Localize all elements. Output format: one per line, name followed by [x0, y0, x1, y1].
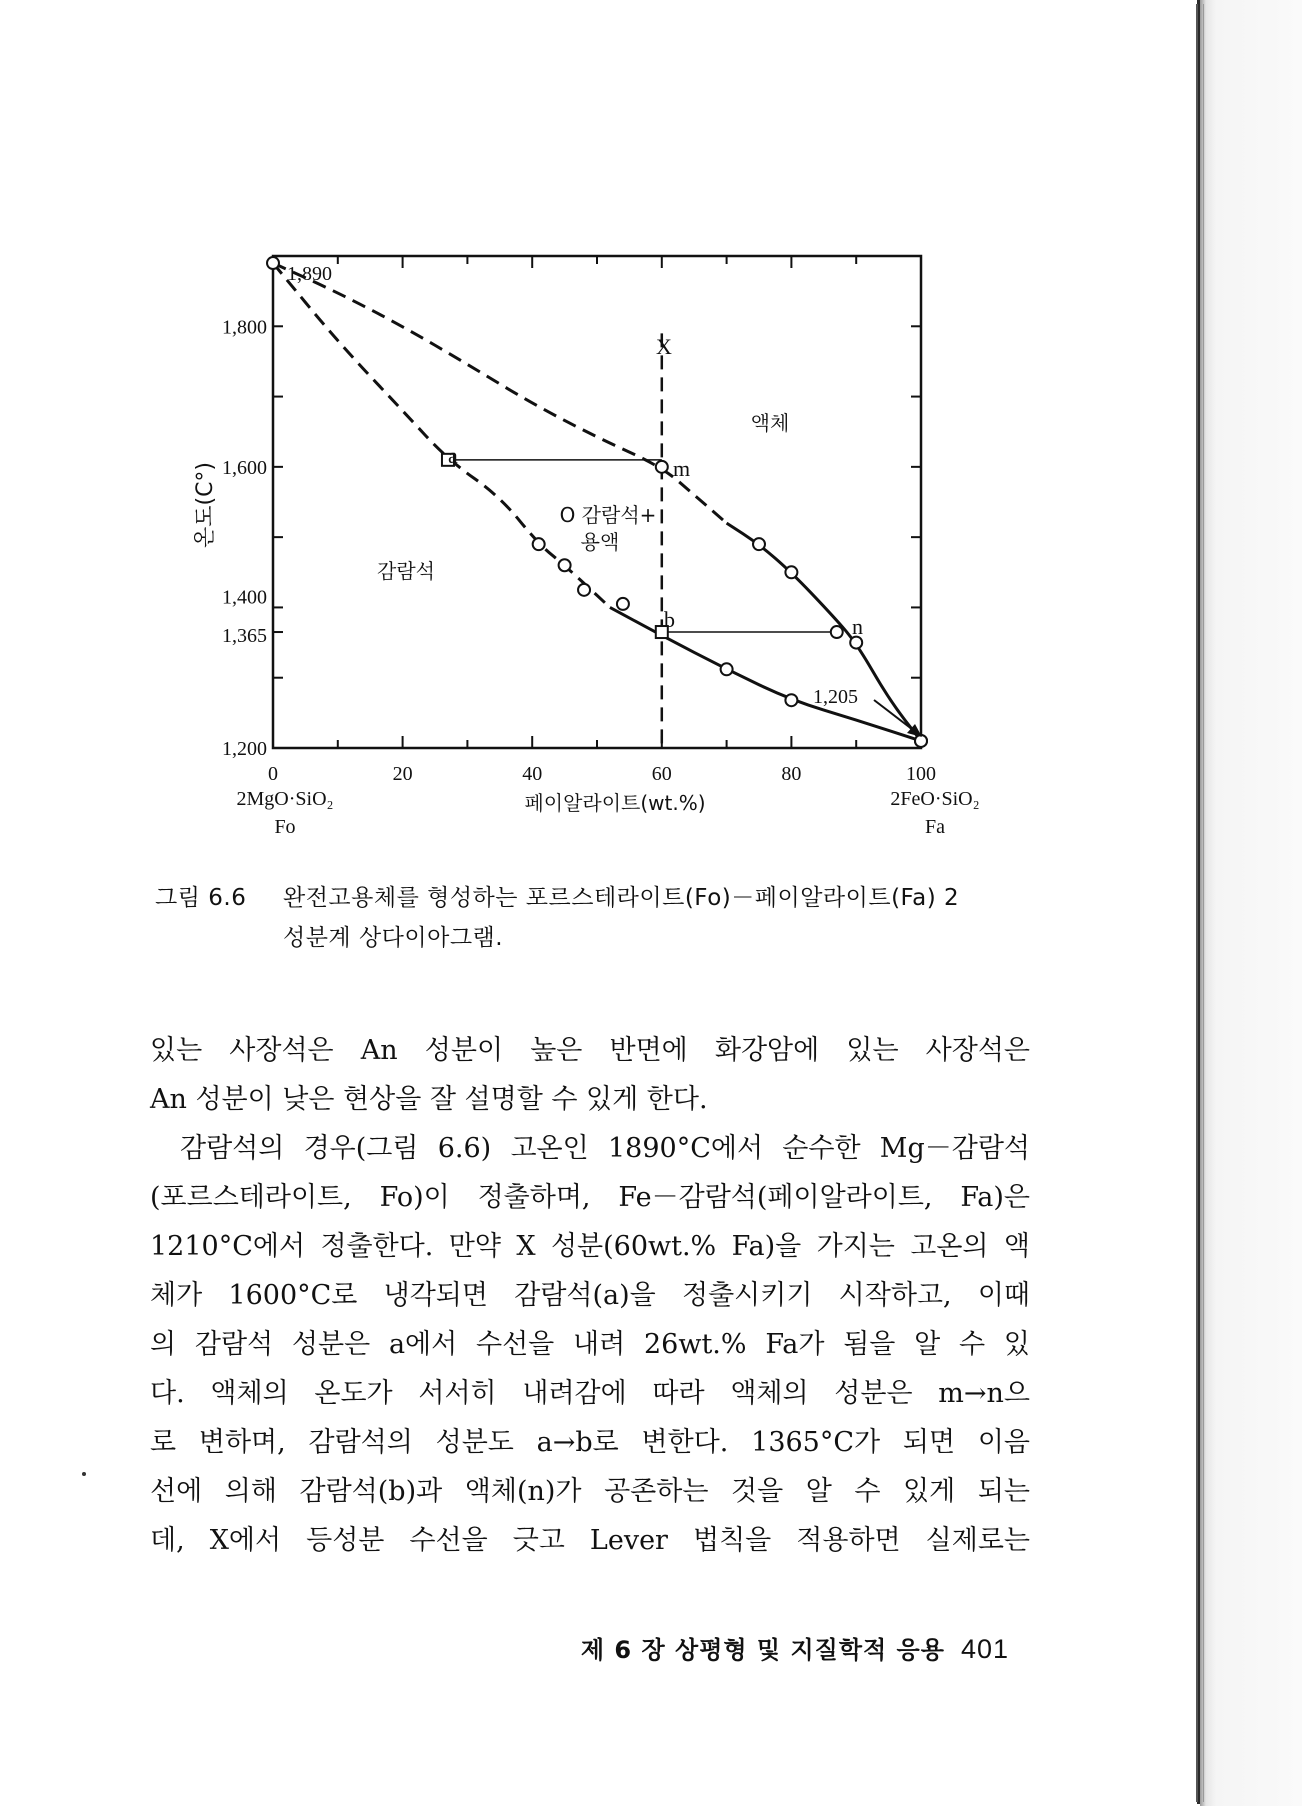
right-end-formula: 2FeO·SiO₂ — [890, 788, 980, 810]
caption-label: 그림 6.6 — [155, 885, 247, 911]
body-line: 다. 액체의 온도가 서서히 내려감에 따라 액체의 성분은 m→n으 — [150, 1378, 1030, 1409]
figure-caption — [155, 878, 1035, 958]
region-olivine: 감람석 — [377, 559, 435, 583]
body-line: 감람석의 경우(그림 6.6) 고온인 1890°C에서 순수한 Mg－감람석 — [180, 1133, 1030, 1164]
label-m: m — [673, 456, 691, 481]
x-tick-label: 60 — [651, 763, 672, 785]
y-tick-label: 1,800 — [222, 316, 267, 339]
axis-tick-labels — [222, 316, 936, 785]
data-points — [267, 257, 927, 747]
body-line: 1210°C에서 정출한다. 만약 X 성분(60wt.% Fa)을 가지는 고온의 액 — [150, 1231, 1030, 1262]
solidus-dashed — [273, 263, 610, 607]
body-line: An 성분이 낮은 현상을 잘 설명할 수 있게 한다. — [150, 1084, 708, 1115]
solidus-point — [578, 584, 590, 596]
x-axis-label: 페이알라이트(wt.%) — [524, 791, 706, 815]
label-n: n — [852, 614, 863, 639]
y-tick-label: 1,400 — [222, 586, 267, 609]
region-mix-line1: O 감람석+ — [559, 503, 657, 527]
body-line: 선에 의해 감람석(b)과 액체(n)가 공존하는 것을 알 수 있게 되는 — [150, 1476, 1030, 1507]
label-x-point: X — [656, 334, 672, 359]
tie-lines — [448, 460, 837, 632]
y-tick-label: 1,365 — [222, 625, 267, 648]
label-1890: 1,890 — [287, 263, 332, 285]
print-speck — [82, 1472, 86, 1476]
solidus-point — [533, 538, 545, 550]
label-a: a — [448, 443, 458, 468]
body-line: 체가 1600°C로 냉각되면 감람석(a)을 정출시키기 시작하고, 이때 — [150, 1280, 1030, 1311]
x-tick-label: 0 — [268, 763, 278, 785]
plot-border — [273, 256, 921, 748]
page-footer — [581, 1630, 1009, 1665]
plot-frame — [273, 256, 921, 748]
liquidus-point — [656, 461, 668, 473]
x-tick-label: 80 — [781, 763, 802, 785]
page-number: 401 — [960, 1634, 1009, 1664]
x-tick-label: 40 — [522, 763, 543, 785]
y-tick-label: 1,200 — [222, 738, 267, 760]
solidus-point — [785, 694, 797, 706]
caption-line2: 성분계 상다이아그램. — [283, 925, 504, 951]
x-tick-label: 20 — [392, 763, 413, 785]
chapter-title: 제 6 장 상평형 및 지질학적 응용 — [580, 1636, 945, 1664]
x-tick-label: 100 — [906, 763, 936, 785]
body-line: 데, X에서 등성분 수선을 긋고 Lever 법칙을 적용하면 실제로는 — [150, 1525, 1030, 1556]
y-tick-label: 1,600 — [222, 456, 267, 479]
label-1205: 1,205 — [813, 686, 858, 708]
region-liquid: 액체 — [750, 411, 790, 435]
point-1890 — [267, 257, 279, 269]
solidus-point — [721, 663, 733, 675]
liquidus-point — [753, 538, 765, 550]
solidus-point — [617, 598, 629, 610]
page-edge-shadow — [1200, 0, 1302, 1806]
solidus-point — [559, 559, 571, 571]
region-mix-line2: 용액 — [580, 530, 620, 554]
body-text — [150, 1026, 1030, 1565]
left-end-abbr: Fo — [274, 816, 296, 838]
phase-diagram — [0, 0, 1200, 860]
label-b: b — [664, 607, 675, 632]
liquidus-dashed — [273, 263, 727, 523]
y-axis-label: 온도(C°) — [193, 461, 218, 549]
body-line: 로 변하며, 감람석의 성분도 a→b로 변한다. 1365°C가 되면 이음 — [150, 1427, 1030, 1458]
solidus-point — [915, 735, 927, 747]
body-line: (포르스테라이트, Fo)이 정출하며, Fe－감람석(페이알라이트, Fa)은 — [150, 1182, 1030, 1213]
right-end-abbr: Fa — [925, 816, 945, 838]
left-end-formula: 2MgO·SiO₂ — [236, 788, 334, 810]
liquidus-point — [831, 626, 843, 638]
liquidus-point — [785, 566, 797, 578]
caption-line1: 완전고용체를 형성하는 포르스테라이트(Fo)－페이알라이트(Fa) 2 — [283, 885, 960, 911]
body-line: 의 감람석 성분은 a에서 수선을 내려 26wt.% Fa가 됨을 알 수 있 — [150, 1329, 1030, 1360]
body-line: 있는 사장석은 An 성분이 높은 반면에 화강암에 있는 사장석은 — [150, 1035, 1030, 1066]
axis-ticks — [273, 256, 921, 748]
